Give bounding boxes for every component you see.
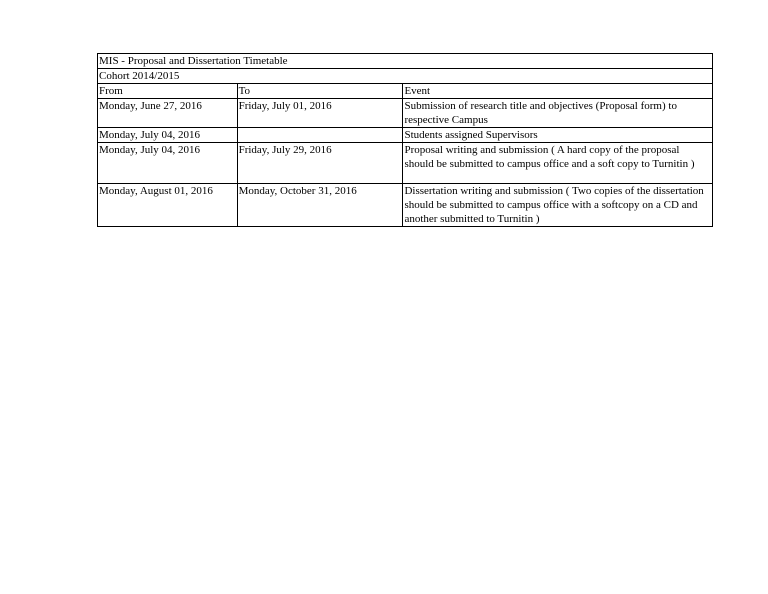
cell-to: Friday, July 29, 2016 (237, 143, 403, 184)
cell-from: Monday, July 04, 2016 (98, 128, 238, 143)
table-subtitle: Cohort 2014/2015 (98, 69, 713, 84)
table-title: MIS - Proposal and Dissertation Timetable (98, 54, 713, 69)
cell-from: Monday, June 27, 2016 (98, 99, 238, 128)
header-row (98, 84, 713, 99)
header-event: Event (403, 84, 713, 99)
table-row (98, 143, 713, 184)
subtitle-row (98, 69, 713, 84)
table-row (98, 99, 713, 128)
header-to: To (237, 84, 403, 99)
cell-event: Dissertation writing and submission ( Two copies of the dissertation should be submitted to campus office with a softcopy on a CD and another submitted to Turnitin ) (403, 184, 713, 227)
cell-to (237, 128, 403, 143)
cell-to: Friday, July 01, 2016 (237, 99, 403, 128)
table-row (98, 128, 713, 143)
table-row (98, 184, 713, 227)
cell-event: Submission of research title and objectives (Proposal form) to respective Campus (403, 99, 713, 128)
cell-from: Monday, August 01, 2016 (98, 184, 238, 227)
title-row (98, 54, 713, 69)
timetable (97, 53, 713, 227)
cell-to: Monday, October 31, 2016 (237, 184, 403, 227)
cell-event: Proposal writing and submission ( A hard copy of the proposal should be submitted to campus office and a soft copy to Turnitin ) (403, 143, 713, 184)
header-from: From (98, 84, 238, 99)
cell-event: Students assigned Supervisors (403, 128, 713, 143)
timetable-sheet (97, 53, 713, 227)
cell-from: Monday, July 04, 2016 (98, 143, 238, 184)
